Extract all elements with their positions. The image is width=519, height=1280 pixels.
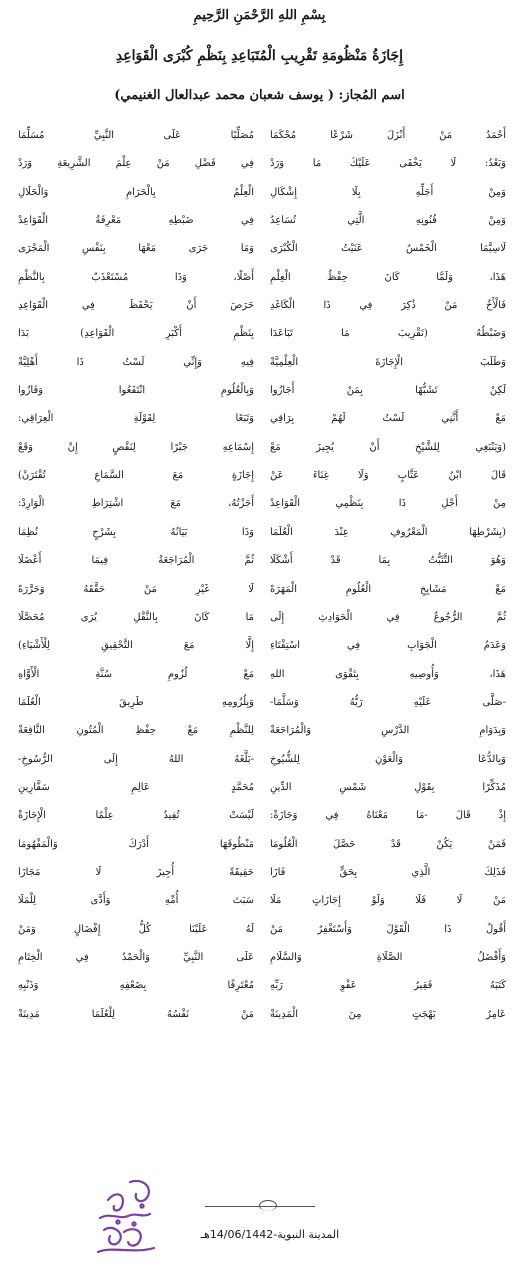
place-and-date: المدينة النبوية-14/06/1442هـ	[200, 1228, 340, 1241]
verse-line	[18, 717, 506, 745]
recipient-name-line: اسم المُجاز: ( يوسف شعبان محمد عبدالعال الغنيمي)	[114, 88, 405, 103]
verse-first-hemistich: (وَيَنْبَغِي لِلشَّيْخِ أَنْ يُجِيزَ مَعْ	[270, 441, 506, 453]
verse-second-hemistich: مُصَلِّيًا عَلَى النَّبِيِّ مُسَلِّمَا	[18, 130, 254, 141]
verse-line	[18, 349, 506, 377]
verse-first-hemistich: أَحْمَدُ مَنْ أَنْزَلَ شَرْعًا مُحْكَمَا	[270, 130, 506, 141]
poem-verses	[18, 122, 506, 1029]
verse-line	[18, 264, 506, 292]
verse-second-hemistich: فِيهِ وَإِنِّي لَسْتُ ذَا أَهْلِيَّةْ	[18, 356, 254, 368]
verse-second-hemistich: وَذَا بَيَانُهُ بِشَرْحٍ نُظِمَا	[18, 526, 254, 538]
verse-second-hemistich: لَيْسَتْ تُفِيدُ عِلْمًا الْإِجَازَةْ	[18, 810, 254, 822]
verse-second-hemistich: مُعْتَرِفًا بِضَعْفِهِ وَذَنْبِهِ	[18, 980, 254, 992]
verse-first-hemistich: مَعْ أَنَّنِي لَسْتُ لَهُمْ بِرَاقِي	[270, 413, 506, 425]
verse-second-hemistich: الْعِلْمُ بِالْحَرَامِ وَالْحَلَالِ	[18, 186, 254, 198]
verse-line	[18, 774, 506, 802]
verse-second-hemistich: لَهُ عَلَيْنَا كُلُّ إِفْضَالٍ وَمَنْ	[18, 923, 254, 935]
verse-second-hemistich: مَنْطُوقَهَا أَدْرَكَ وَالْمَفْهُومَا	[18, 838, 254, 850]
verse-second-hemistich: مُحَمَّدٍ عَالِمِ سَفَّارِينِ	[18, 781, 254, 793]
verse-first-hemistich: -صَلَّى عَلَيْهِ رَبُّهُ وَسَلَّمَا-	[270, 696, 506, 708]
verse-second-hemistich: مَا كَانَ بِالنَّقْلِ يُرَى مُحَصَّلَا	[18, 611, 254, 623]
verse-line	[18, 802, 506, 830]
verse-second-hemistich: إِسْمَاعِهِ جَبْرًا لِنَقْصٍ إِنْ وَقَعْ	[18, 441, 254, 453]
verse-line	[18, 150, 506, 178]
verse-line	[18, 746, 506, 774]
verse-second-hemistich: أَصْلًا، وَذَا مُسْتَعْذَبٌ بِالنَّظْمِ	[18, 271, 254, 283]
verse-line	[18, 207, 506, 235]
verse-second-hemistich: عَلَى النَّبِيِّ وَالْحَمْدُ فِي الْخِتَامِ	[18, 951, 254, 963]
verse-second-hemistich: إِلَّا مَعَ التَّحْقِيقِ لِلْأَشْيَاءِ)	[18, 640, 254, 652]
verse-first-hemistich: إِذْ قَالَ -مَا مَعْنَاهُ فِي وَجَازَةْ:	[270, 810, 506, 822]
verse-first-hemistich: مَعْ مَشَايِخِ الْعُلُومِ الْمَهَرَهْ	[270, 583, 506, 595]
verse-first-hemistich: (بِشَرْطِهَا الْمَعْرُوفِ عِنْدَ الْعُلَمَا	[270, 526, 506, 538]
verse-second-hemistich: وَبِالْعُلُومِ انْتَفَعُوا وَفَازُوا	[18, 385, 254, 397]
verse-first-hemistich: وَعَدَمُ الْجَوَابِ فِي اسْتِفْتَاءِ	[270, 640, 506, 652]
verse-first-hemistich: وَطَلَبَ الْإِجَازَةَ الْعِلْمِيَّةْ	[270, 356, 506, 368]
verse-line	[18, 547, 506, 575]
verse-second-hemistich: لَا غَيْرِ مَنْ حَقَّقَهُ وَحَرَّرَهْ	[18, 583, 254, 595]
verse-line	[18, 604, 506, 632]
verse-first-hemistich: أَقُولُ ذَا الْقَوْلَ وَأَسْتَغْفِرُ مَنْ	[270, 923, 506, 935]
verse-second-hemistich: وَتَبَعًا لِقَوْلَةِ الْعِرَاقِي:	[18, 413, 254, 425]
verse-first-hemistich: وَضَبْطُهُ (تَقْرِيبَ مَا تَبَاعَدَا	[270, 328, 506, 340]
verse-second-hemistich: وَمَا جَرَى مَعْهَا بِنَفْسِ الْمَجْرَى	[18, 243, 254, 255]
verse-first-hemistich: مُذَكِّرًا بِقَوْلِ شَمْسِ الدِّينِ	[270, 781, 506, 793]
verse-first-hemistich: وَهُوَ التَّثَبُّتُ بِمَا قَدْ أَشْكَلَا	[270, 555, 506, 567]
verse-line	[18, 576, 506, 604]
verse-second-hemistich: مَعْ لُزُومِ سُنَّةِ الْأَوَّاهِ	[18, 668, 254, 680]
verse-first-hemistich: هَذَا، وَأُوصِيهِ بِتَقْوَى اللهِ	[270, 668, 506, 680]
verse-second-hemistich: مَنْ نَفْسُهُ لِلْعُلَمَا مَدِينَةْ	[18, 1008, 254, 1020]
verse-second-hemistich: ثُمَّ الْمُرَاجَعَةُ فِيمَا أَعْضَلَا	[18, 555, 254, 567]
verse-second-hemistich: حَرَصَ أَنْ يَحْفَظَ فِي الْقَوَاعِدِ	[18, 300, 254, 312]
verse-first-hemistich: فَالْأَخُ مَنْ ذُكِرَ فِي ذَا الْكَاغَدِ	[270, 300, 506, 312]
verse-second-hemistich: حَقِيقَةً أُجِيزَ لَا مَجَازَا	[18, 866, 254, 878]
verse-line	[18, 944, 506, 972]
verse-line	[18, 887, 506, 915]
verse-line	[18, 179, 506, 207]
verse-first-hemistich: وَبَعْدُ: لَا يَخْفَى عَلَيْكَ مَا وَرَدْ	[270, 158, 506, 170]
verse-first-hemistich: فَذَلِكَ الَّذِي بِحَقٍّ فَازَا	[270, 866, 506, 878]
verse-first-hemistich: لَكِنْ تَشَبُّهًا بِمَنْ أَجَازُوا	[270, 385, 506, 397]
verse-line	[18, 519, 506, 547]
verse-line	[18, 462, 506, 490]
verse-first-hemistich: عَامِرُ بَهْجَتٍ مِنَ الْمَدِينَةْ	[270, 1008, 506, 1020]
verse-second-hemistich: بِنَظْمِ أَكْبَرِ الْقَوَاعِدِ) بَدَا	[18, 328, 254, 340]
verse-line	[18, 235, 506, 263]
signature-calligraphy-icon	[90, 1172, 162, 1260]
verse-line	[18, 434, 506, 462]
verse-line	[18, 320, 506, 348]
verse-first-hemistich: مِنْ أَجْلِ ذَا بِنَظْمِي الْقَوَاعِدْ	[270, 498, 506, 510]
verse-line	[18, 661, 506, 689]
verse-second-hemistich: لِلنَّظْمِ مَعْ حِفْظِ الْمُتُونِ النَّافِعَةْ	[18, 725, 254, 737]
verse-line	[18, 689, 506, 717]
verse-line	[18, 859, 506, 887]
verse-line	[18, 632, 506, 660]
verse-line	[18, 292, 506, 320]
verse-first-hemistich: كَتَبَهُ فَقِيرُ عَفْوِ رَبِّهِ	[270, 980, 506, 992]
verse-first-hemistich: قَالَ ابْنُ عَتَّابٍ وَلَا غِنَاءَ عَنْ	[270, 470, 506, 482]
verse-first-hemistich: مَنْ لَا فَلَا وَلَوْ إِجَازَاتٍ مَلَا	[270, 895, 506, 907]
verse-line	[18, 972, 506, 1000]
verse-line	[18, 1001, 506, 1029]
verse-second-hemistich: -بَلَّغَهُ اللهُ إِلَى الرُّسُوخِ-	[18, 753, 254, 765]
verse-first-hemistich: فَمَنْ يَكُنْ قَدْ حَصَّلَ الْعُلُومَا	[270, 838, 506, 850]
verse-line	[18, 122, 506, 150]
verse-second-hemistich: أَجَزْتُهُ، مَعَ اشْتِرَاطِ الْوَارِدْ:	[18, 498, 254, 510]
verse-first-hemistich: وَمِنْ أَجَلِّهِ بِلَا إِشْكَالِ	[270, 186, 506, 198]
verse-second-hemistich: فِي فَضْلِ مَنْ عِلْمَ الشَّرِيعَةِ وَرَدْ	[18, 158, 254, 170]
verse-first-hemistich: لَاسِيَّمَا الْخَمْسُ عَنَيْتُ الْكُبْرَى	[270, 243, 506, 255]
verse-line	[18, 490, 506, 518]
verse-line	[18, 377, 506, 405]
verse-first-hemistich: هَذَا، وَلَمَّا كَانَ حِفْظُ الْعِلْمِ	[270, 271, 506, 283]
verse-first-hemistich: وَبِدَوَامِ الدَّرْسِ وَالْمُرَاجَعَةْ	[270, 725, 506, 737]
verse-first-hemistich: وَمِنْ فُنُونِهِ الَّتِي تُسَاعِدُ	[270, 215, 506, 227]
verse-second-hemistich: إِجَازَةٍ مَعَ السَّمَاعِ تُقْتَرَنْ)	[18, 470, 254, 482]
verse-line	[18, 916, 506, 944]
verse-first-hemistich: وَأَفْضَلُ الصَّلَاةِ وَالسَّلَامِ	[270, 951, 506, 963]
document-title: إِجَازَةُ مَنْظُومَةِ تَقْرِيبِ الْمُتَبَاعِدِ بِنَظْمِ كُبْرَى الْقَوَاعِدِ	[115, 48, 404, 64]
verse-line	[18, 831, 506, 859]
verse-second-hemistich: وَبِلُزُومِهِ طَرِيقَ الْعُلَمَا	[18, 696, 254, 708]
verse-first-hemistich: وَبِالدُّعَا وَالْعَوْنِ لِلشُّيُوخِ	[270, 753, 506, 765]
divider-flourish	[205, 1206, 315, 1207]
verse-first-hemistich: ثُمَّ الرُّجُوعُ فِي الْحَوَادِثِ إِلَى	[270, 611, 506, 623]
verse-line	[18, 405, 506, 433]
basmala: بِسْمِ اللهِ الرَّحْمَنِ الرَّحِيمِ	[193, 8, 326, 23]
verse-second-hemistich: سَبَتَ أُمِّهِ وَأَدَّى لِلْمَلَا	[18, 895, 254, 907]
verse-second-hemistich: فِي ضَبْطِهِ مَعْرِفَةُ الْقَوَاعِدْ	[18, 215, 254, 227]
